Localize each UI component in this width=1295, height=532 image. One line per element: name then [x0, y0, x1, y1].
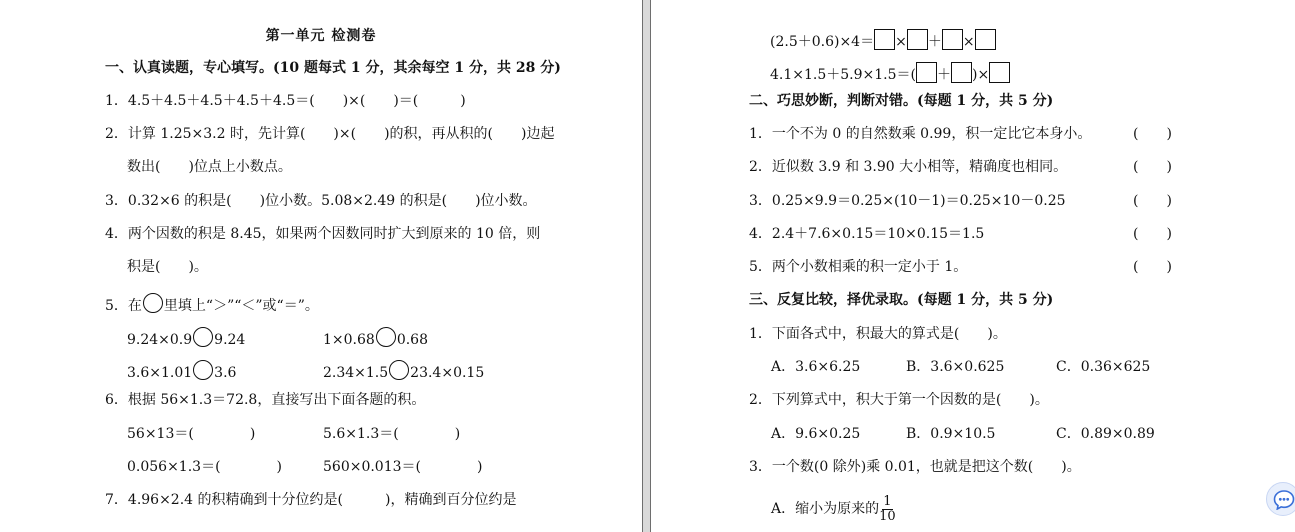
compare-item: [127, 327, 245, 349]
question-6-item: 0.056×1.3＝( ): [127, 459, 282, 475]
answer-box[interactable]: [907, 29, 928, 50]
answer-box[interactable]: [975, 29, 996, 50]
question-2-line-1: 2．计算 1.25×3.2 时，先计算( )×( )的积，再从积的( )边起: [105, 126, 555, 142]
operator: ×: [895, 34, 907, 50]
answer-box[interactable]: [874, 29, 895, 50]
judge-item-4: 4．2.4＋7.6×0.15＝10×0.15＝1.5: [749, 226, 985, 242]
judge-answer-3[interactable]: ( ): [1133, 193, 1172, 209]
answer-circle[interactable]: [143, 293, 163, 313]
question-7: 7．4.96×2.4 的积精确到十分位约是( )，精确到百分位约是: [105, 492, 517, 508]
fraction-denominator: 10: [879, 508, 896, 524]
choice-question-3: 3．一个数(0 除外)乘 0.01，也就是把这个数( )。: [749, 459, 1081, 475]
choice-option-b: B．0.9×10.5: [906, 426, 996, 442]
expression-line-2: [770, 62, 1010, 84]
operator: )×: [971, 67, 990, 83]
judge-item-2: 2．近似数 3.9 和 3.90 大小相等，精确度也相同。: [749, 159, 1068, 175]
question-4-line-2: 积是( )。: [127, 259, 208, 275]
question-5: [105, 293, 319, 315]
chat-assistant-button[interactable]: [1266, 482, 1295, 516]
option-text: A．缩小为原来的: [771, 501, 880, 517]
answer-circle[interactable]: [193, 360, 213, 380]
answer-circle[interactable]: [193, 327, 213, 347]
compare-item: [323, 360, 484, 382]
choice-question-1: 1．下面各式中，积最大的算式是( )。: [749, 326, 1007, 342]
question-2-line-2: 数出( )位点上小数点。: [127, 159, 292, 175]
question-6-item: 56×13＝( ): [127, 426, 256, 442]
answer-box[interactable]: [951, 62, 972, 83]
judge-answer-4[interactable]: ( ): [1133, 226, 1172, 242]
expression-prefix: (2.5＋0.6)×4＝: [770, 34, 875, 50]
question-6: 6．根据 56×1.3＝72.8，直接写出下面各题的积。: [105, 392, 426, 408]
expression-line-1: [770, 29, 996, 51]
chat-bubble-icon: [1273, 490, 1295, 510]
choice-option-c: C．0.36×625: [1056, 359, 1151, 375]
section-3-heading: 三、反复比较，择优录取。(每题 1 分，共 5 分): [749, 292, 1054, 308]
operator: ＋: [936, 67, 951, 83]
question-5-prefix: 5．在: [105, 298, 142, 314]
section-2-heading: 二、巧思妙断，判断对错。(每题 1 分，共 5 分): [749, 93, 1054, 109]
page-gap: [643, 0, 650, 532]
compare-right: 9.24: [214, 332, 246, 348]
section-1-heading: 一、认真读题，专心填写。(10 题每式 1 分，其余每空 1 分，共 28 分): [105, 60, 561, 76]
question-5-suffix: 里填上“＞”“＜”或“＝”。: [163, 298, 319, 314]
compare-item: [127, 360, 236, 382]
compare-left: 3.6×1.01: [127, 365, 193, 381]
compare-right: 0.68: [396, 332, 428, 348]
judge-answer-5[interactable]: ( ): [1133, 259, 1172, 275]
choice-option-a: A．3.6×6.25: [771, 359, 861, 375]
question-1: 1．4.5＋4.5＋4.5＋4.5＋4.5＝( )×( )＝( ): [105, 93, 466, 109]
judge-answer-1[interactable]: ( ): [1133, 126, 1172, 142]
choice-question-2: 2．下列算式中，积大于第一个因数的是( )。: [749, 392, 1049, 408]
answer-box[interactable]: [916, 62, 937, 83]
left-page: [0, 0, 643, 532]
operator: ＋: [927, 34, 942, 50]
compare-item: [323, 327, 428, 349]
answer-box[interactable]: [942, 29, 963, 50]
expression-prefix: 4.1×1.5＋5.9×1.5＝(: [770, 67, 916, 83]
compare-right: 3.6: [214, 365, 237, 381]
compare-left: 1×0.68: [323, 332, 375, 348]
question-6-item: 560×0.013＝( ): [323, 459, 483, 475]
choice-option-c: C．0.89×0.89: [1056, 426, 1155, 442]
operator: ×: [962, 34, 975, 50]
question-6-item: 5.6×1.3＝( ): [323, 426, 461, 442]
right-page: [650, 0, 1295, 532]
compare-right: 23.4×0.15: [410, 365, 485, 381]
answer-box[interactable]: [989, 62, 1010, 83]
choice-option-b: B．3.6×0.625: [906, 359, 1005, 375]
answer-circle[interactable]: [376, 327, 396, 347]
question-4-line-1: 4．两个因数的积是 8.45，如果两个因数同时扩大到原来的 10 倍，则: [105, 226, 541, 242]
judge-item-5: 5．两个小数相乘的积一定小于 1。: [749, 259, 968, 275]
choice-option-a: A．9.6×0.25: [771, 426, 861, 442]
compare-left: 9.24×0.9: [127, 332, 193, 348]
judge-answer-2[interactable]: ( ): [1133, 159, 1172, 175]
fraction-numerator: 1: [883, 493, 892, 509]
judge-item-3: 3．0.25×9.9＝0.25×(10－1)＝0.25×10－0.25: [749, 193, 1066, 209]
judge-item-1: 1．一个不为 0 的自然数乘 0.99，积一定比它本身小。: [749, 126, 1092, 142]
page-title: 第一单元 检测卷: [265, 28, 377, 44]
compare-left: 2.34×1.5: [323, 365, 389, 381]
question-3: 3．0.32×6 的积是( )位小数。5.08×2.49 的积是( )位小数。: [105, 193, 537, 209]
answer-circle[interactable]: [389, 360, 409, 380]
choice-option-a: [771, 494, 896, 524]
fraction: [879, 495, 896, 524]
